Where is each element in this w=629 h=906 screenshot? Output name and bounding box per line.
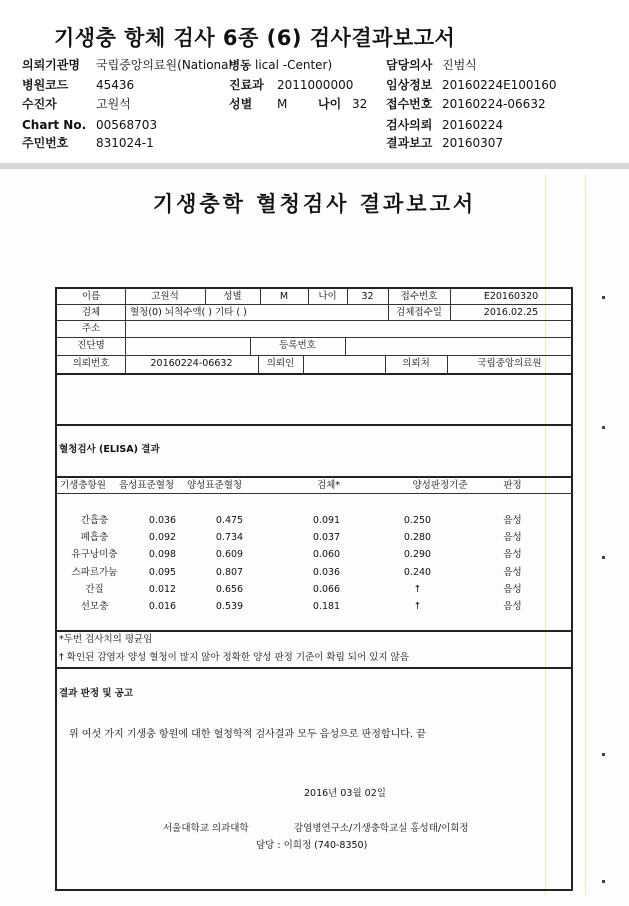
- col-negative: 음성표준혈청: [119, 480, 175, 491]
- row-sample: 0.181: [312, 601, 341, 612]
- row-sample: 0.091: [312, 515, 341, 526]
- request-place-value: 국립중앙의료원: [477, 358, 542, 369]
- row-sample: 0.036: [312, 567, 341, 578]
- age-value: 32: [361, 291, 374, 302]
- footnote-average: *두번 검사치의 평균임: [59, 634, 153, 645]
- field-value: 고원석: [96, 97, 131, 111]
- row-result: 음성: [503, 532, 522, 543]
- row-result: 음성: [503, 549, 522, 560]
- report-title: 기생충 항체 검사 6종 (6) 검사결과보고서: [54, 26, 456, 50]
- row-cutoff: ↑: [413, 601, 422, 612]
- row-negative: 0.016: [148, 601, 177, 612]
- scan-title: 기생충학 혈청검사 결과보고서: [152, 191, 477, 216]
- field-label: 성별: [229, 97, 253, 111]
- field-value: 32: [352, 97, 368, 111]
- report-dept: 감염병연구소/기생충학교실 홍성태/이회정: [294, 823, 469, 834]
- row-cutoff: 0.290: [403, 549, 432, 560]
- row-antigen: 유구낭미충: [71, 549, 118, 560]
- col-result: 판정: [503, 480, 522, 491]
- row-antigen: 선모충: [80, 601, 109, 612]
- scan-speck: [602, 556, 605, 559]
- name-value: 고원석: [151, 291, 179, 302]
- field-label: 접수번호: [386, 97, 433, 111]
- row-result: 음성: [503, 584, 522, 595]
- conclusion-text: 위 여섯 가지 기생충 항원에 대한 혈청학적 검사결과 모두 음성으로 판정합니다. 끝: [69, 729, 426, 740]
- footnote-cutoff: † 확인된 감염자 양성 혈청이 많지 않아 정확한 양성 판정 기준이 확립 되어 있지 않음: [59, 652, 409, 663]
- field-label: 임상정보: [386, 78, 433, 92]
- field-label: 결과보고: [386, 136, 433, 150]
- receipt-label: 접수번호: [400, 291, 438, 302]
- scan-speck: [602, 296, 605, 299]
- row-negative: 0.095: [148, 567, 177, 578]
- row-positive: 0.656: [215, 584, 244, 595]
- row-positive: 0.807: [215, 567, 244, 578]
- row-positive: 0.734: [215, 532, 244, 543]
- request-no-label: 의뢰번호: [72, 358, 110, 369]
- field-value: 20160224E100160: [442, 78, 557, 92]
- field-label: Chart No.: [22, 118, 87, 132]
- sex-value: M: [279, 291, 289, 302]
- field-value: 20160307: [442, 136, 504, 150]
- section-title: 혈청검사 (ELISA) 결과: [59, 444, 160, 455]
- row-sample: 0.066: [312, 584, 341, 595]
- row-cutoff: ↑: [413, 584, 422, 595]
- field-label: 의뢰기관명: [22, 58, 80, 72]
- col-cutoff: 양성판정기준: [412, 480, 468, 491]
- row-cutoff: 0.240: [403, 567, 432, 578]
- ward-label: 병동: [229, 58, 252, 72]
- field-label: 수진자: [22, 97, 57, 111]
- field-label: 진료과: [229, 78, 264, 92]
- row-negative: 0.098: [148, 549, 177, 560]
- name-label: 이름: [81, 291, 101, 302]
- report-org: 서울대학교 의과대학: [163, 823, 249, 834]
- row-sample: 0.060: [312, 549, 341, 560]
- scan-speck: [602, 753, 605, 756]
- row-positive: 0.539: [215, 601, 244, 612]
- field-label: 검사의뢰: [386, 118, 433, 132]
- conclusion-title: 결과 판정 및 공고: [59, 688, 134, 699]
- field-label: 병원코드: [22, 78, 69, 92]
- report-date: 2016년 03월 02일: [304, 788, 386, 799]
- field-value: M: [277, 97, 288, 111]
- specimen-date-label: 검체접수일: [396, 307, 442, 318]
- field-value: 45436: [96, 78, 135, 92]
- field-value: 국립중앙의료원(National: [96, 58, 232, 72]
- requester-label: 의뢰인: [266, 358, 295, 369]
- field-value: 831024-1: [96, 136, 154, 150]
- sex-label: 성별: [223, 291, 242, 302]
- row-cutoff: 0.280: [403, 532, 432, 543]
- registration-label: 등록번호: [279, 340, 316, 351]
- row-negative: 0.012: [148, 584, 177, 595]
- field-value: lical -Center): [255, 58, 333, 72]
- row-sample: 0.037: [312, 532, 341, 543]
- field-value: 00568703: [96, 118, 158, 132]
- row-antigen: 폐흡충: [80, 532, 109, 543]
- row-negative: 0.036: [148, 515, 177, 526]
- row-antigen: 스파르가눔: [71, 567, 118, 578]
- field-label: 주민번호: [22, 136, 69, 150]
- field-label: 담당의사: [386, 58, 433, 72]
- specimen-label: 검체: [81, 307, 101, 318]
- col-positive: 양성표준혈청: [187, 480, 243, 491]
- col-antigen: 기생충항원: [60, 480, 106, 491]
- age-label: 나이: [318, 291, 337, 302]
- row-antigen: 간흡충: [80, 515, 109, 526]
- request-place-label: 의뢰처: [402, 358, 430, 369]
- field-value: 20160224: [442, 118, 504, 132]
- row-result: 음성: [503, 601, 522, 612]
- report-contact: 담당 : 이희정 (740-8350): [256, 840, 368, 851]
- request-no-value: 20160224-06632: [150, 358, 233, 369]
- diagnosis-label: 진단명: [77, 340, 105, 351]
- scan-speck: [602, 426, 605, 429]
- row-result: 음성: [503, 567, 522, 578]
- address-label: 주소: [81, 323, 101, 334]
- row-cutoff: 0.250: [403, 515, 432, 526]
- row-result: 음성: [503, 515, 522, 526]
- field-value: 20160224-06632: [442, 97, 546, 111]
- receipt-value: E20160320: [483, 291, 539, 302]
- row-negative: 0.092: [148, 532, 177, 543]
- field-label: 나이: [318, 97, 342, 111]
- scan-artifact-line: [585, 175, 586, 895]
- row-positive: 0.609: [215, 549, 244, 560]
- scan-speck: [602, 880, 605, 883]
- field-value: 진범식: [442, 58, 477, 72]
- row-antigen: 간질: [85, 584, 104, 595]
- specimen-date-value: 2016.02.25: [483, 307, 539, 318]
- col-sample: 검체*: [316, 480, 341, 491]
- field-value: 2011000000: [277, 78, 354, 92]
- row-positive: 0.475: [215, 515, 244, 526]
- specimen-value: 혈청(0) 뇌척수액( ) 기타 ( ): [130, 307, 247, 318]
